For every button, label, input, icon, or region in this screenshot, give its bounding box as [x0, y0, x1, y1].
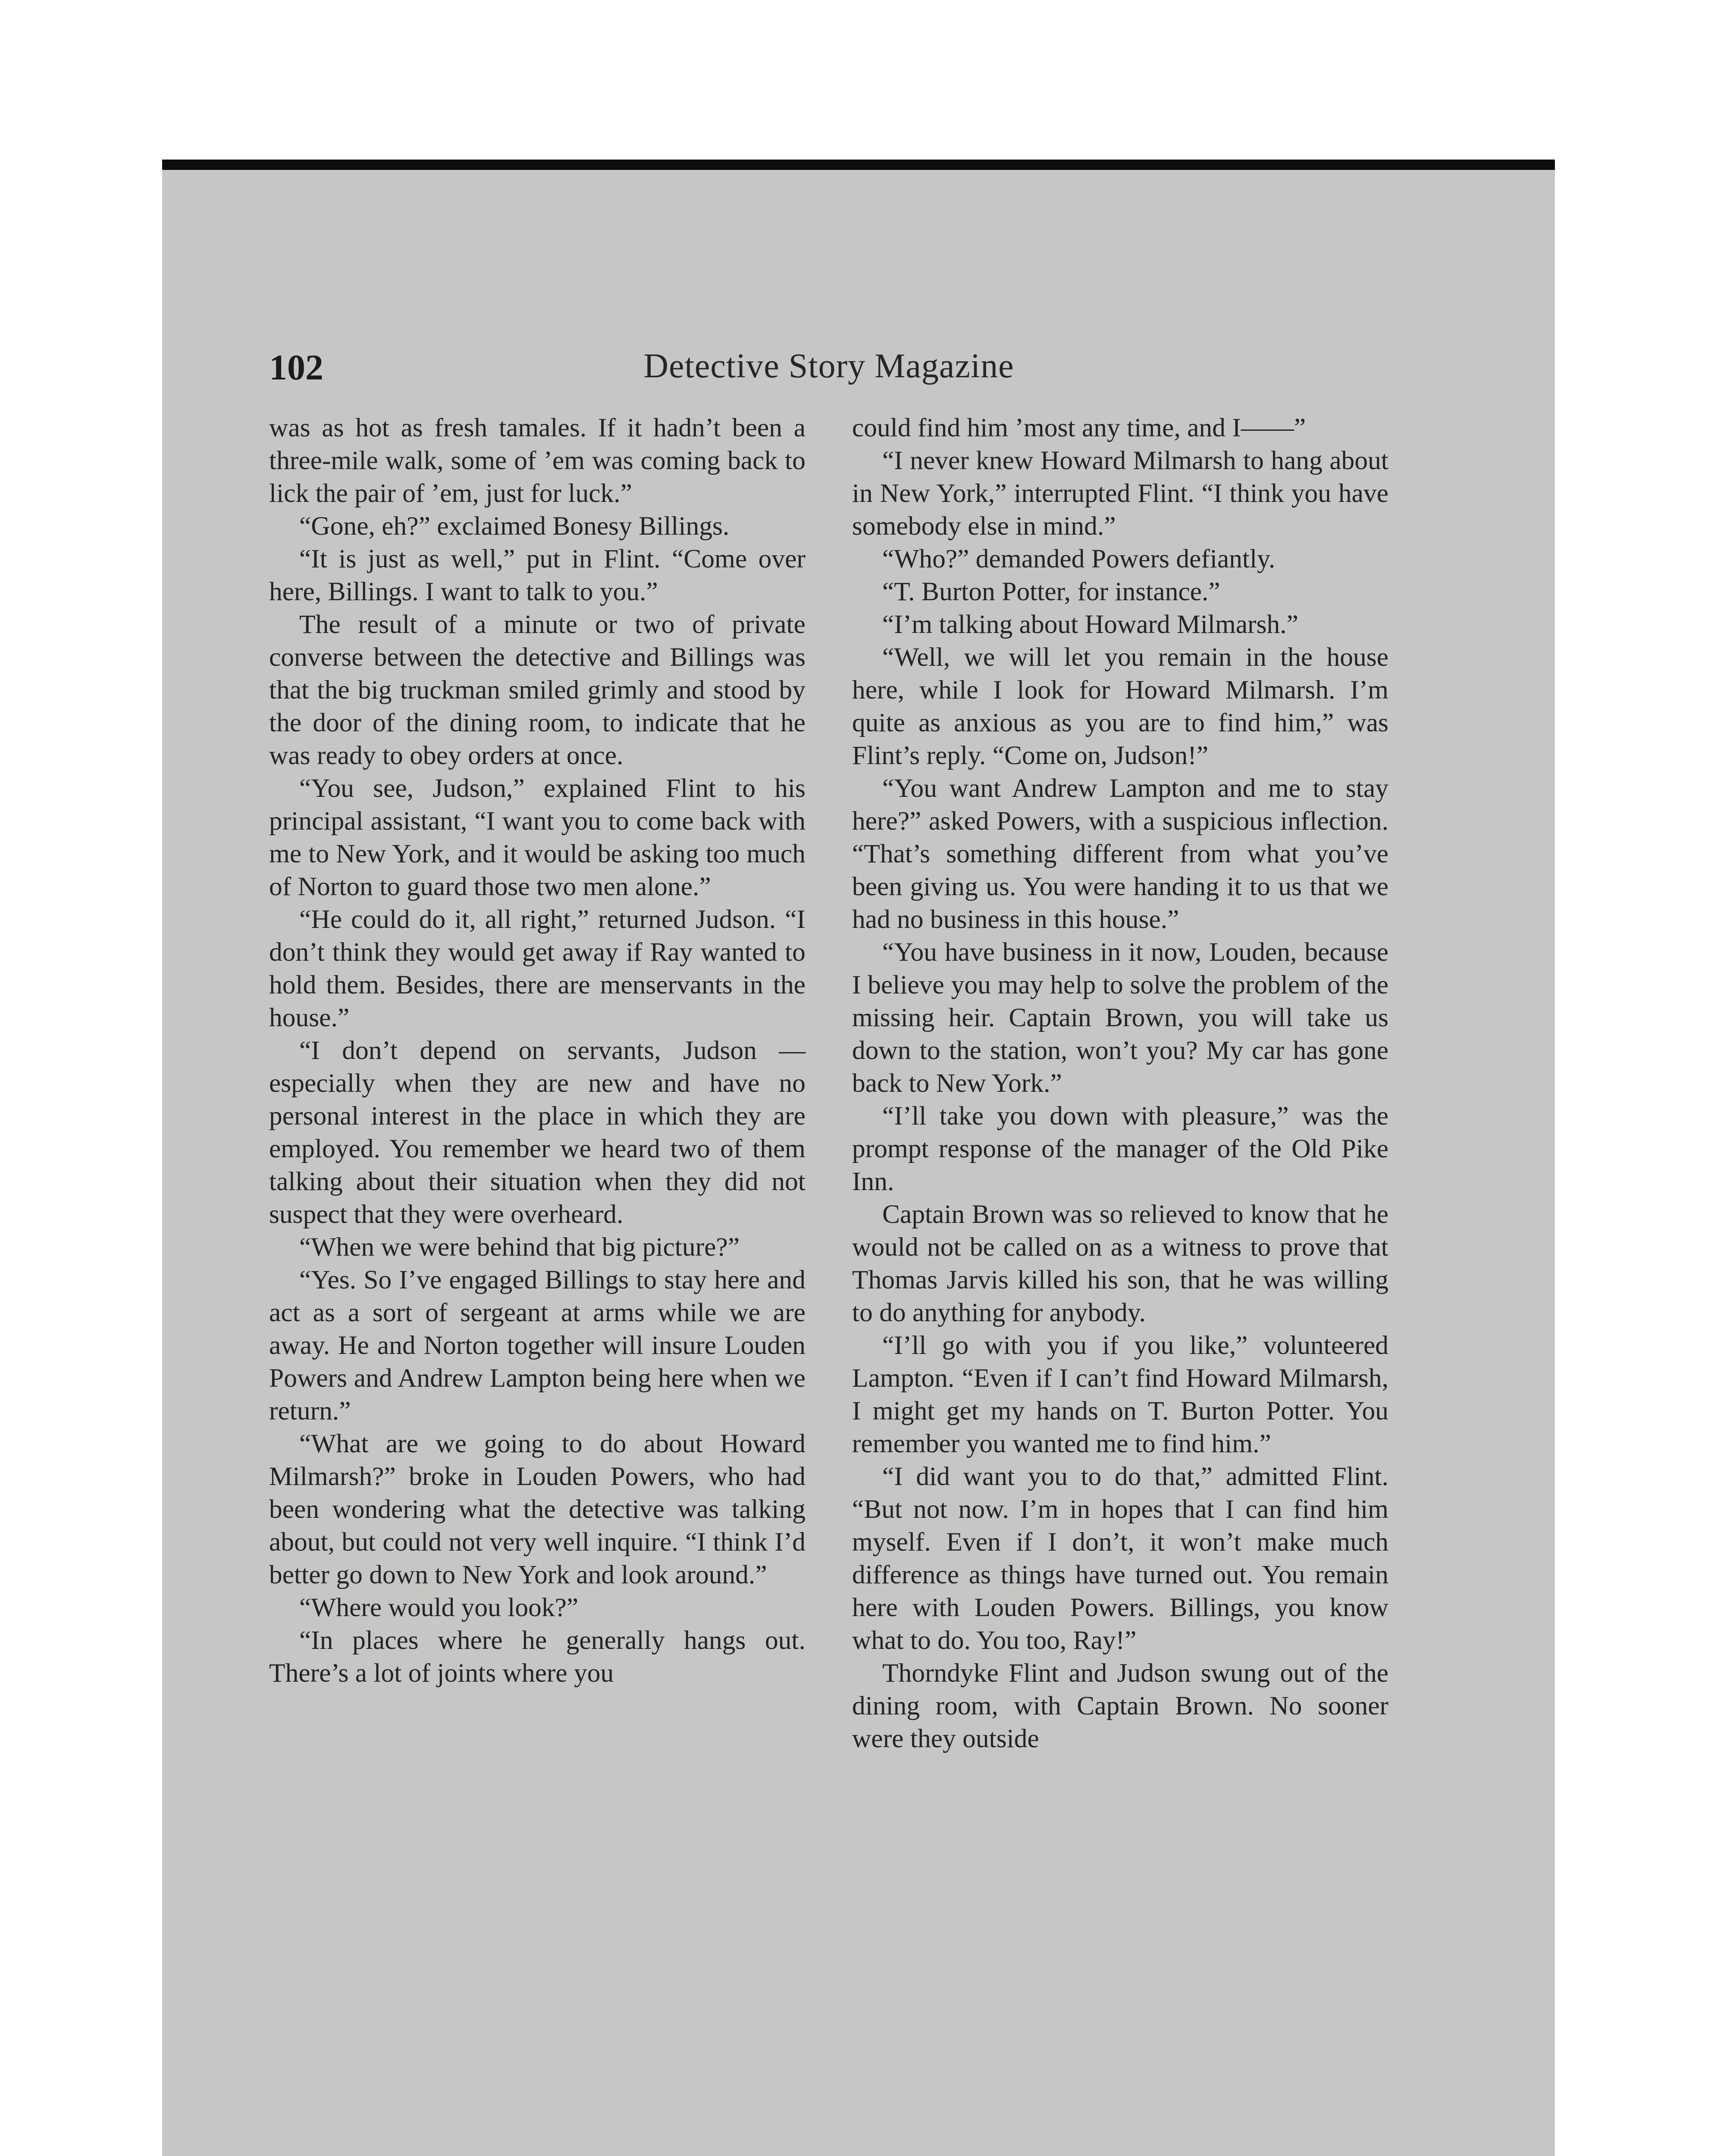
right-column: [852, 411, 1388, 1755]
paragraph: “Well, we will let you remain in the house here, while I look for Howard Milmarsh. I’m quite as anxious as you are to find him,” was Flint’s reply. “Come on, Judson!”: [852, 642, 1388, 770]
paragraph: “I’m talking about Howard Milmarsh.”: [882, 610, 1298, 639]
paragraph: “When we were behind that big picture?”: [299, 1232, 740, 1262]
page-number: 102: [269, 348, 323, 388]
paragraph: “You see, Judson,” explained Flint to his principal assistant, “I want you to come back with me to New York, and it would be asking too much of Norton to guard those two men alone.”: [269, 774, 805, 901]
paragraph: “Yes. So I’ve engaged Billings to stay here and act as a sort of sergeant at arms while we are away. He and Norton together will insure Louden Powers and Andrew Lampton being here when we return.”: [269, 1265, 805, 1426]
paragraph: “You have business in it now, Louden, because I believe you may help to solve the problem of the missing heir. Captain Brown, you will take us down to the station, won’t you? My car has gone back to New York.”: [852, 937, 1388, 1098]
paragraph: “In places where he generally hangs out. There’s a lot of joints where you: [269, 1626, 805, 1688]
paragraph: “I did want you to do that,” admitted Flint. “But not now. I’m in hopes that I can find him myself. Even if I don’t, it won’t make much difference as things have turned out. You remain here with Louden Powers. Billings, you know what to do. You too, Ray!”: [852, 1462, 1388, 1655]
paragraph: “I’ll take you down with pleasure,” was the prompt response of the manager of the Old Pike Inn.: [852, 1101, 1388, 1196]
paragraph: was as hot as fresh tamales. If it hadn’t been a three-mile walk, some of ’em was coming back to lick the pair of ’em, just for luck.”: [269, 413, 805, 508]
paragraph: “What are we going to do about Howard Milmarsh?” broke in Louden Powers, who had been wondering what the detective was talking about, but could not very well inquire. “I think I’d better go down to New York and look around.”: [269, 1429, 805, 1589]
paragraph: “T. Burton Potter, for instance.”: [882, 577, 1220, 606]
paragraph: “It is just as well,” put in Flint. “Come over here, Billings. I want to talk to you.”: [269, 544, 805, 606]
top-rule: [162, 160, 1555, 170]
paragraph: The result of a minute or two of private converse between the detective and Billings was that the big truckman smiled grimly and stood by the door of the dining room, to indicate that he was ready to obey orders at once.: [269, 610, 805, 770]
paragraph: “I never knew Howard Milmarsh to hang about in New York,” interrupted Flint. “I think you have somebody else in mind.”: [852, 446, 1388, 541]
paragraph: “I don’t depend on servants, Judson —especially when they are new and have no personal interest in the place in which they are employed. You remember we heard two of them talking about their situation when they did not suspect that they were overheard.: [269, 1036, 805, 1229]
left-column: [269, 411, 805, 1689]
paragraph: could find him ’most any time, and I——”: [852, 413, 1306, 442]
magazine-page: [162, 170, 1555, 2156]
paragraph: “Who?” demanded Powers defiantly.: [882, 544, 1275, 573]
paragraph: Thorndyke Flint and Judson swung out of the dining room, with Captain Brown. No sooner were they outside: [852, 1658, 1388, 1753]
paragraph: “He could do it, all right,” returned Judson. “I don’t think they would get away if Ray wanted to hold them. Besides, there are menservants in the house.”: [269, 905, 805, 1032]
paragraph: “You want Andrew Lampton and me to stay here?” asked Powers, with a suspicious inflection. “That’s something different from what you’ve been giving us. You were handing it to us that we had no business in this house.”: [852, 774, 1388, 934]
running-title: Detective Story Magazine: [643, 347, 1014, 385]
paragraph: Captain Brown was so relieved to know that he would not be called on as a witness to prove that Thomas Jarvis killed his son, that he was willing to do anything for anybody.: [852, 1200, 1388, 1327]
paragraph: “I’ll go with you if you like,” volunteered Lampton. “Even if I can’t find Howard Milmarsh, I might get my hands on T. Burton Potter. You remember you wanted me to find him.”: [852, 1331, 1388, 1458]
paragraph: “Where would you look?”: [299, 1593, 579, 1622]
paragraph: “Gone, eh?” exclaimed Bonesy Billings.: [299, 511, 730, 541]
page-header: [269, 347, 1388, 390]
